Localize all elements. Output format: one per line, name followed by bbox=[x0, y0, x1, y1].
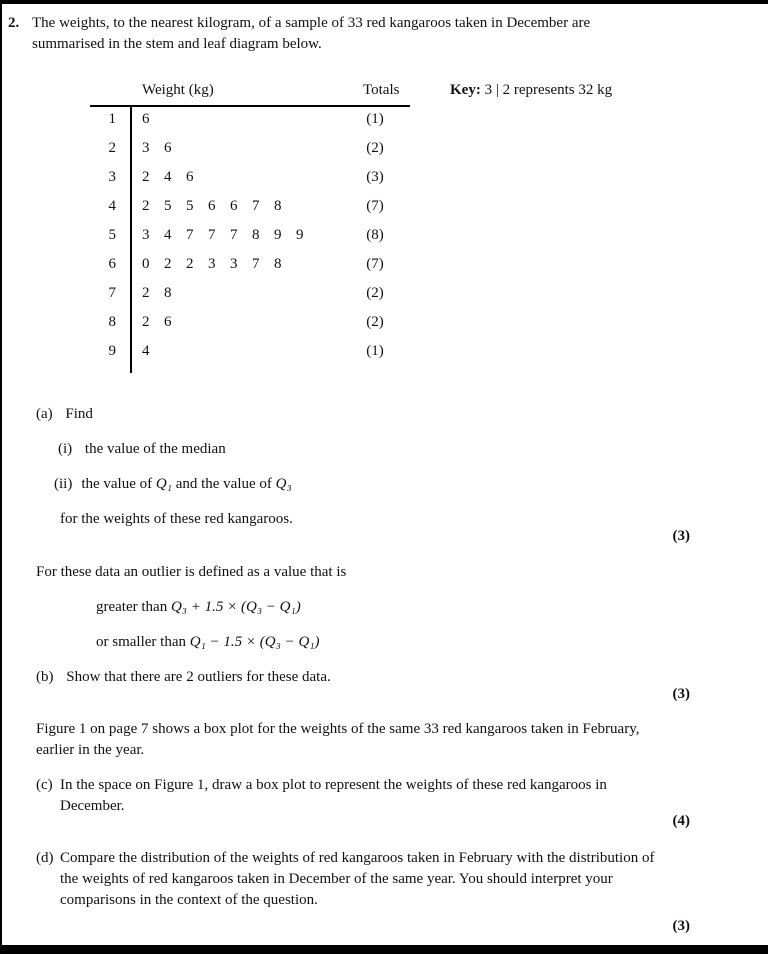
stem-leaf-divider bbox=[130, 105, 132, 373]
row-total: (1) bbox=[366, 343, 384, 359]
stem-leaf-row bbox=[90, 279, 410, 308]
leaf-digit: 7 bbox=[252, 198, 260, 214]
leaf-digit: 0 bbox=[142, 256, 150, 272]
leaf-digit: 6 bbox=[208, 198, 216, 214]
leaf-values bbox=[130, 167, 340, 188]
leaf-digit: 6 bbox=[164, 140, 172, 156]
leaf-digit: 7 bbox=[186, 227, 194, 243]
leaf-digit: 5 bbox=[186, 198, 194, 214]
stem-value: 6 bbox=[108, 256, 116, 272]
part-a-text: Find bbox=[65, 406, 93, 422]
row-total: (2) bbox=[366, 140, 384, 156]
row-total: (1) bbox=[366, 111, 384, 127]
stem-leaf-row bbox=[90, 308, 410, 337]
leaf-digit: 2 bbox=[186, 256, 194, 272]
stem-leaf-row bbox=[90, 221, 410, 250]
leaf-digit: 3 bbox=[142, 140, 150, 156]
part-c-marks: (4) bbox=[672, 813, 690, 829]
stem-value: 3 bbox=[108, 169, 116, 185]
stem-value: 2 bbox=[108, 140, 116, 156]
stem-value: 9 bbox=[108, 343, 116, 359]
leaf-digit: 2 bbox=[142, 198, 150, 214]
part-c-text: In the space on Figure 1, draw a box plot to represent the weights of these red kangaroos in December. bbox=[60, 777, 607, 814]
leaf-digit: 7 bbox=[208, 227, 216, 243]
part-a-ii-text-1: the value of bbox=[81, 476, 156, 492]
part-b-text: Show that there are 2 outliers for these data. bbox=[66, 669, 331, 685]
part-a-closing: for the weights of these red kangaroos. bbox=[60, 511, 293, 527]
stem-value: 4 bbox=[108, 198, 116, 214]
leaf-digit: 9 bbox=[274, 227, 282, 243]
table-top-rule bbox=[90, 105, 410, 107]
leaf-values bbox=[130, 254, 340, 275]
stem-value: 8 bbox=[108, 314, 116, 330]
row-total: (7) bbox=[366, 256, 384, 272]
stem-leaf-row bbox=[90, 134, 410, 163]
part-a-ii-text-2: and the value of bbox=[171, 476, 276, 492]
leaf-digit: 8 bbox=[274, 256, 282, 272]
part-b-label: (b) bbox=[36, 669, 54, 685]
outlier-rule-1-prefix: greater than bbox=[96, 599, 171, 615]
row-total: (2) bbox=[366, 314, 384, 330]
outlier-rule-2-math: Q₁ − 1.5 × (Q₃ − Q₁) bbox=[189, 634, 320, 650]
question-intro bbox=[8, 13, 607, 55]
row-total: (8) bbox=[366, 227, 384, 243]
part-c bbox=[36, 775, 640, 817]
page-border-top bbox=[0, 0, 768, 4]
part-a-i-label: (i) bbox=[58, 441, 73, 457]
part-d bbox=[36, 848, 660, 911]
part-a-label: (a) bbox=[36, 406, 53, 422]
page-border-left bbox=[0, 0, 2, 954]
leaf-values bbox=[130, 109, 340, 130]
part-a-i bbox=[58, 439, 226, 460]
leaf-digit: 8 bbox=[252, 227, 260, 243]
leaf-digit: 2 bbox=[142, 285, 150, 301]
part-a-ii-label: (ii) bbox=[54, 476, 73, 492]
part-b bbox=[36, 667, 331, 688]
leaf-digit: 2 bbox=[164, 256, 172, 272]
weight-column-header: Weight (kg) bbox=[142, 82, 214, 98]
leaf-digit: 2 bbox=[142, 314, 150, 330]
stem-value: 5 bbox=[108, 227, 116, 243]
outlier-rule-1-math: Q₃ + 1.5 × (Q₃ − Q₁) bbox=[170, 599, 301, 615]
leaf-digit: 7 bbox=[252, 256, 260, 272]
leaf-digit: 8 bbox=[274, 198, 282, 214]
question-intro-text: The weights, to the nearest kilogram, of a sample of 33 red kangaroos taken in December are summarised in the stem and leaf diagram below. bbox=[32, 15, 591, 52]
stem-leaf-rows bbox=[90, 105, 410, 366]
leaf-values bbox=[130, 283, 340, 304]
outlier-rule-2-prefix: or smaller than bbox=[96, 634, 190, 650]
part-a-marks: (3) bbox=[672, 528, 690, 544]
part-c-label: (c) bbox=[36, 777, 53, 793]
outlier-rule-2 bbox=[96, 632, 319, 653]
part-a-heading bbox=[36, 404, 93, 425]
leaf-values bbox=[130, 225, 340, 246]
key-text: 3 | 2 represents 32 kg bbox=[484, 82, 613, 98]
leaf-digit: 6 bbox=[164, 314, 172, 330]
leaf-digit: 3 bbox=[230, 256, 238, 272]
leaf-values bbox=[130, 138, 340, 159]
leaf-digit: 3 bbox=[208, 256, 216, 272]
key-label: Key: bbox=[450, 82, 481, 98]
stem-leaf-row bbox=[90, 105, 410, 134]
leaf-digit: 3 bbox=[142, 227, 150, 243]
leaf-digit: 6 bbox=[230, 198, 238, 214]
key bbox=[450, 80, 612, 101]
q1-symbol: Q₁ bbox=[155, 476, 172, 492]
leaf-digit: 9 bbox=[296, 227, 304, 243]
part-d-label: (d) bbox=[36, 850, 54, 866]
leaf-digit: 5 bbox=[164, 198, 172, 214]
part-a-i-text: the value of the median bbox=[84, 441, 226, 457]
page-border-bottom bbox=[0, 945, 768, 954]
question-number: 2. bbox=[8, 15, 20, 31]
q3-symbol: Q₃ bbox=[275, 476, 292, 492]
totals-column-header: Totals bbox=[363, 82, 400, 98]
leaf-digit: 6 bbox=[142, 111, 150, 127]
part-a-ii bbox=[54, 474, 292, 495]
part-b-marks: (3) bbox=[672, 686, 690, 702]
row-total: (3) bbox=[366, 169, 384, 185]
stem-leaf-row bbox=[90, 163, 410, 192]
leaf-digit: 2 bbox=[142, 169, 150, 185]
leaf-digit: 4 bbox=[164, 227, 172, 243]
stem-value: 7 bbox=[108, 285, 116, 301]
leaf-digit: 6 bbox=[186, 169, 194, 185]
leaf-digit: 7 bbox=[230, 227, 238, 243]
row-total: (2) bbox=[366, 285, 384, 301]
stem-leaf-row bbox=[90, 250, 410, 279]
stem-leaf-row bbox=[90, 192, 410, 221]
part-d-marks: (3) bbox=[672, 918, 690, 934]
stem-value: 1 bbox=[108, 111, 116, 127]
leaf-values bbox=[130, 196, 340, 217]
outlier-rule-1 bbox=[96, 597, 301, 618]
stem-leaf-row bbox=[90, 337, 410, 366]
leaf-values bbox=[130, 341, 340, 362]
leaf-digit: 4 bbox=[164, 169, 172, 185]
figure-note: Figure 1 on page 7 shows a box plot for the weights of the same 33 red kangaroos taken in February, earlier in the year. bbox=[36, 721, 640, 758]
leaf-values bbox=[130, 312, 340, 333]
outlier-intro: For these data an outlier is defined as a value that is bbox=[36, 564, 347, 580]
row-total: (7) bbox=[366, 198, 384, 214]
leaf-digit: 8 bbox=[164, 285, 172, 301]
stem-leaf-diagram bbox=[90, 80, 410, 366]
part-d-text: Compare the distribution of the weights of red kangaroos taken in February with the distribution of the weights of red kangaroos taken in December of the same year. You should interpret your comparisons in the context of the question. bbox=[60, 850, 655, 908]
leaf-digit: 4 bbox=[142, 343, 150, 359]
